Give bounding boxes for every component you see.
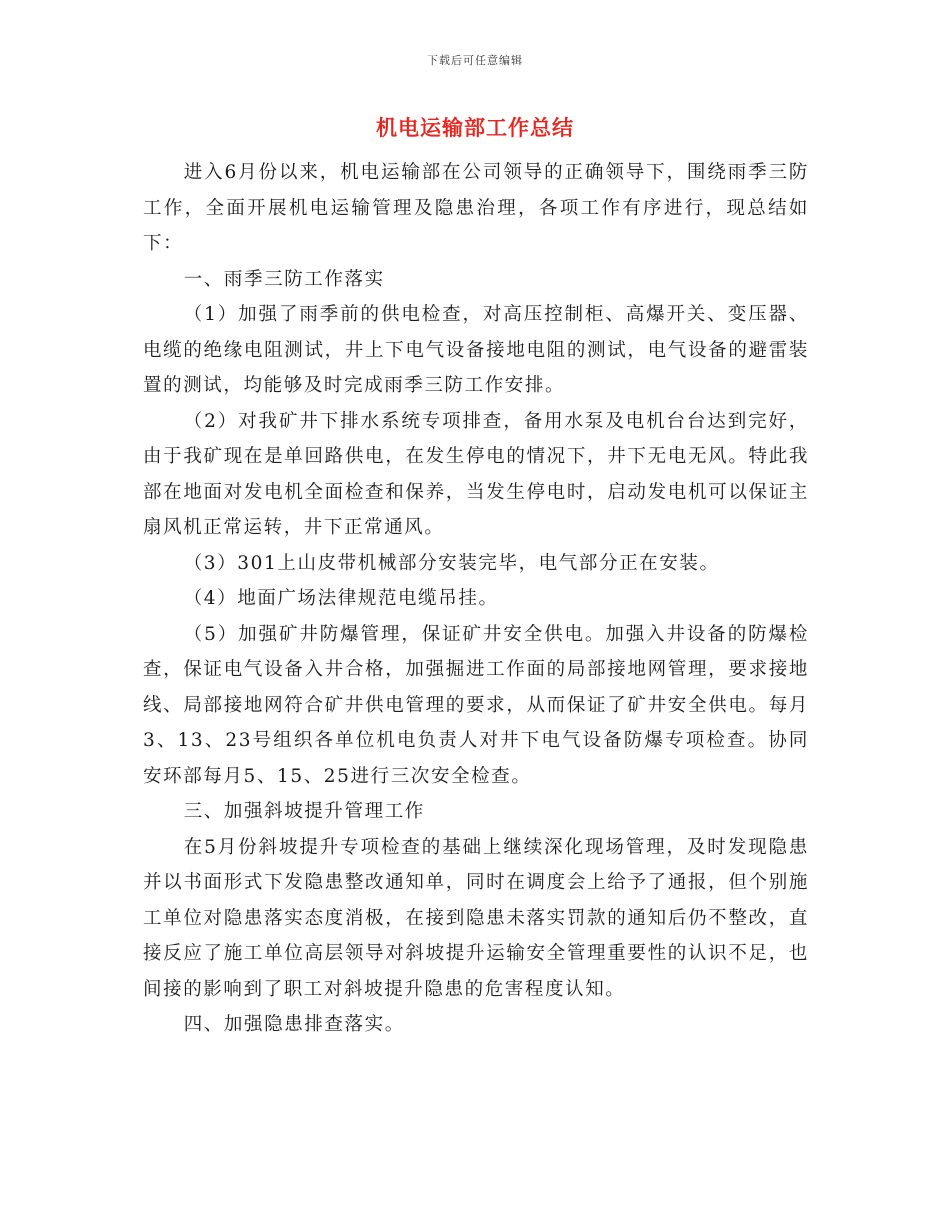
section-heading-4: 四、加强隐患排查落实。	[183, 1014, 405, 1035]
paragraph-item-1: （1）加强了雨季前的供电检查，对高压控制柜、高爆开关、变压器、电缆的绝缘电阻测试，井上下电气设备接地电阻的测试，电气设备的避雷装置的测试，均能够及时完成雨季三防工作安排。	[143, 304, 809, 396]
document-title: 机电运输部工作总结	[376, 115, 574, 140]
paragraph-item-4: （4）地面广场法律规范电缆吊挂。	[183, 588, 499, 609]
document-body	[143, 155, 809, 1043]
paragraph-item-3: （3）301上山皮带机械部分安装完毕，电气部分正在安装。	[183, 552, 720, 574]
paragraph-item-5: （5）加强矿井防爆管理，保证矿井安全供电。加强入井设备的防爆检查，保证电气设备入井合格，加强掘进工作面的局部接地网管理，要求接地线、局部接地网符合矿井供电管理的要求，从而保证了矿井安全供电。每月3、13、23号组织各单位机电负责人对井下电气设备防爆专项检查。协同安环部每月5、15、25进行三次安全检查。	[143, 623, 809, 787]
paragraph-section-3: 在5月份斜坡提升专项检查的基础上继续深化现场管理，及时发现隐患并以书面形式下发隐患整改通知单，同时在调度会上给予了通报，但个别施工单位对隐患落实态度消极，在接到隐患未落实罚款的通知后仍不整改，直接反应了施工单位高层领导对斜坡提升运输安全管理重要性的认识不足，也间接的影响到了职工对斜坡提升隐患的危害程度认知。	[143, 836, 809, 1000]
paragraph-item-2: （2）对我矿井下排水系统专项排查，备用水泵及电机台台达到完好，由于我矿现在是单回路供电，在发生停电的情况下，井下无电无风。特此我部在地面对发电机全面检查和保养，当发生停电时，启动发电机可以保证主扇风机正常运转，井下正常通风。	[143, 410, 809, 538]
paragraph-intro: 进入6月份以来，机电运输部在公司领导的正确领导下，围绕雨季三防工作，全面开展机电运输管理及隐患治理，各项工作有序进行，现总结如下：	[143, 162, 809, 254]
section-heading-1: 一、雨季三防工作落实	[183, 268, 385, 290]
section-heading-3: 三、加强斜坡提升管理工作	[183, 801, 425, 822]
page-header-note: 下载后可任意编辑	[427, 54, 523, 67]
